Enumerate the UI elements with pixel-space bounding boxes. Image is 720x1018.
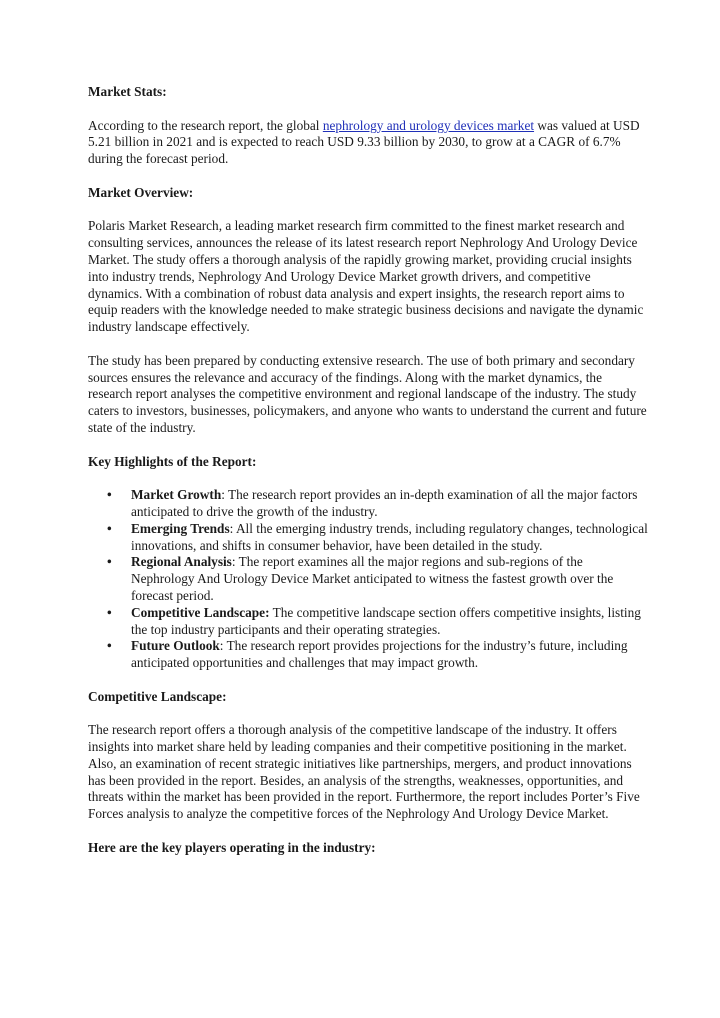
key-players-heading: Here are the key players operating in the industry:	[88, 839, 376, 855]
list-item-title: Emerging Trends	[131, 520, 230, 536]
market-report-link[interactable]: nephrology and urology devices market	[322, 117, 535, 133]
list-item-text: The research report provides an in-depth examination of all the major factors anticipated to drive the growth of the industry.	[131, 487, 638, 519]
market-overview-paragraph-2: The study has been prepared by conducting extensive research. The use of both primary and secondary sources ensures the relevance and accuracy of the findings. Along with the market dynamics, the research report analyses the competitive environment and regional landscape of the industry. The study caters to investors, businesses, policymakers, and anyone who wants to understand the current and future state of the industry.	[88, 352, 647, 435]
list-item-emerging-trends	[107, 520, 648, 555]
key-highlights-list	[88, 487, 648, 672]
list-item-competitive-landscape	[107, 604, 648, 639]
list-item-regional-analysis	[107, 554, 648, 604]
list-item-text: The research report provides projections for the industry’s future, including anticipated opportunities and challenges that may impact growth.	[131, 638, 628, 671]
competitive-landscape-paragraph: The research report offers a thorough analysis of the competitive landscape of the industry. It offers insights into market share held by leading companies and their competitive positioning in the market. Also, an examination of recent strategic initiatives like partnerships, mergers, and product innovations has been provided in the report. Besides, an analysis of the strengths, weaknesses, opportunities, and threats within the market has been provided in the report. Furthermore, the report includes Porter’s Five Forces analysis to analyze the competitive forces of the Nephrology And Urology Device Market.	[88, 722, 640, 822]
bullet-icon: •	[107, 487, 112, 503]
list-item-text: The report examines all the major regions and sub-regions of the Nephrology And Urology Device Market anticipated to witness the fastest growth over the forecast period.	[131, 554, 614, 603]
bullet-icon: •	[107, 638, 112, 654]
list-item-separator: :	[219, 638, 227, 654]
competitive-landscape-heading: Competitive Landscape:	[88, 688, 227, 704]
document-page	[88, 84, 648, 857]
market-overview-heading: Market Overview:	[88, 184, 194, 200]
list-item-title: Future Outlook	[131, 638, 220, 654]
list-item-title: Competitive Landscape:	[131, 604, 270, 620]
market-overview-paragraph-1: Polaris Market Research, a leading market research firm committed to the finest market research and consulting services, announces the release of its latest research report Nephrology And Urology Device Market. The study offers a thorough analysis of the rapidly growing market, providing crucial insights into industry trends, Nephrology And Urology Device Market growth drivers, and competitive dynamics. With a combination of robust data analysis and expert insights, the research report aims to equip readers with the knowledge needed to make strategic business decisions and navigate the dynamic industry landscape effectively.	[88, 218, 644, 335]
list-item-separator: :	[229, 520, 236, 536]
list-item-text: All the emerging industry trends, including regulatory changes, technological innovations, and shifts in consumer behavior, have been detailed in the study.	[131, 520, 648, 553]
bullet-icon: •	[107, 520, 112, 536]
market-stats-heading: Market Stats:	[88, 84, 167, 99]
list-item-title: Regional Analysis	[131, 554, 232, 570]
bullet-icon: •	[107, 604, 112, 620]
market-stats-paragraph	[88, 118, 648, 168]
list-item-separator: :	[231, 554, 239, 570]
market-stats-text-end: was valued at USD 5.21 billion in 2021 and is expected to reach USD 9.33 billion by 2030, to grow at a CAGR of 6.7% during the forecast period.	[88, 117, 640, 167]
list-item-title: Market Growth	[131, 487, 222, 503]
bullet-icon: •	[107, 554, 112, 570]
list-item-separator: :	[221, 487, 229, 503]
list-item-text: The competitive landscape section offers competitive insights, listing the top industry participants and their operating strategies.	[131, 604, 641, 637]
list-item-future-outlook	[107, 638, 648, 672]
market-stats-text-start: According to the research report, the global	[88, 117, 323, 133]
list-item-market-growth	[107, 487, 648, 521]
key-highlights-heading: Key Highlights of the Report:	[88, 453, 257, 469]
